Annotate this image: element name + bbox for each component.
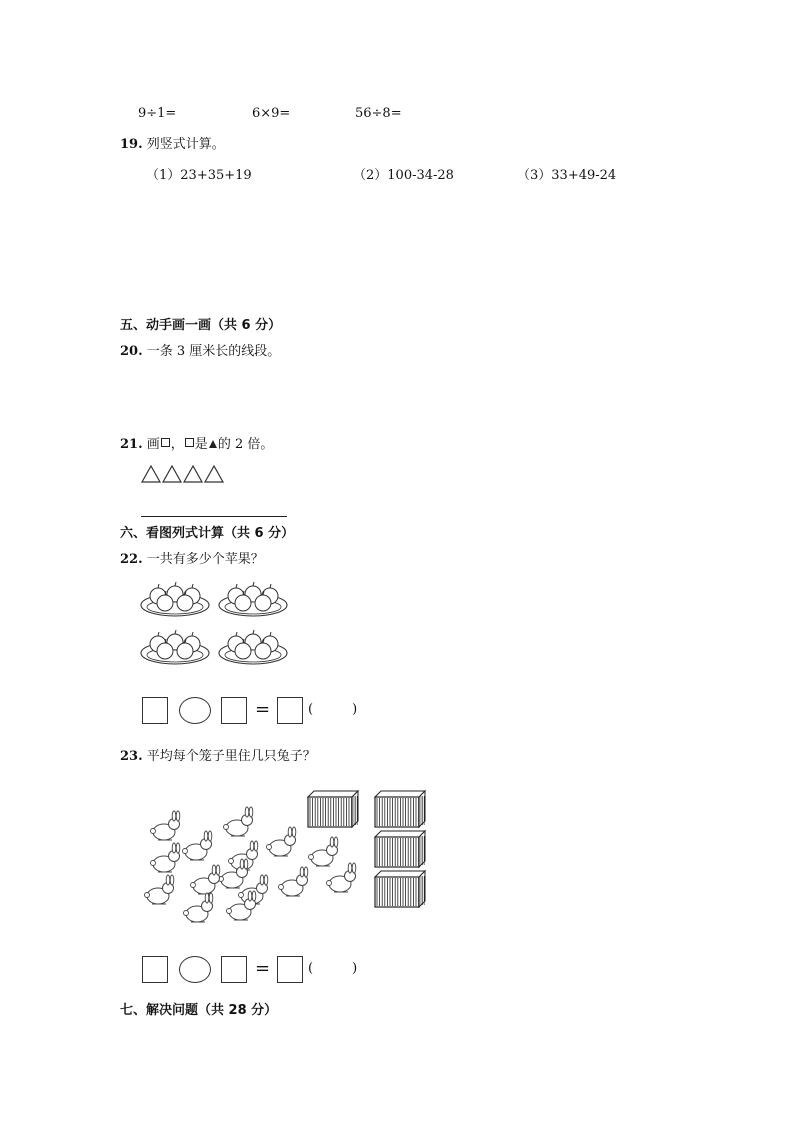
question-21 (120, 437, 273, 453)
question-number: 23. (120, 749, 143, 764)
small-square-icon (161, 438, 170, 447)
calc-56-div-8: 56÷8= (355, 106, 402, 121)
question-number: 19. (120, 137, 143, 152)
question-number: 21. (120, 437, 143, 452)
cage-icon (375, 831, 425, 867)
cage-icon (375, 871, 425, 907)
question-text-a: 画 (146, 437, 160, 452)
triangle-icon (205, 466, 223, 482)
question-20 (120, 344, 280, 360)
section-7-title: 七、解决问题（共 28 分） (120, 1003, 278, 1018)
unit-parentheses[interactable]: ( ) (308, 961, 358, 976)
q19-item-1: （1）23+35+19 (146, 168, 252, 183)
answer-box[interactable] (221, 956, 247, 983)
question-22 (120, 552, 264, 568)
triangle-icon (184, 466, 202, 482)
question-23 (120, 749, 316, 765)
cage-icon (308, 791, 358, 827)
question-19 (120, 137, 225, 153)
answer-box[interactable] (277, 956, 303, 983)
triangle-icon (163, 466, 181, 482)
calc-9-div-1: 9÷1= (138, 106, 177, 121)
answer-box[interactable] (142, 956, 168, 983)
equals-sign: = (255, 958, 271, 979)
calc-6-times-9: 6×9= (252, 106, 291, 121)
rabbit-icon (224, 807, 253, 836)
question-text: 列竖式计算。 (146, 137, 225, 152)
answer-box[interactable] (277, 697, 303, 724)
rabbit-icon (267, 827, 296, 856)
cage-icon (375, 791, 425, 827)
q19-item-2: （2）100-34-28 (353, 168, 454, 183)
rabbit-icon (151, 811, 180, 840)
question-text-c: 是 (194, 437, 208, 452)
question-number: 20. (120, 344, 143, 359)
answer-box[interactable] (142, 697, 168, 724)
section-5-title: 五、动手画一画（共 6 分） (120, 318, 282, 333)
apple-plate-icon (219, 582, 287, 616)
unit-parentheses[interactable]: ( ) (308, 702, 358, 717)
question-text: 一共有多少个苹果？ (146, 552, 264, 567)
rabbit-icon (145, 875, 174, 904)
apple-plates-figure (140, 583, 300, 673)
apple-plate-icon (219, 630, 287, 664)
apple-plate-icon (141, 582, 209, 616)
question-number: 22. (120, 552, 143, 567)
rabbit-icon (191, 865, 220, 894)
rabbit-icon (183, 831, 212, 860)
answer-box[interactable] (221, 697, 247, 724)
cages-figure (303, 787, 433, 912)
small-triangle-icon (209, 440, 217, 448)
question-text-b: ， (170, 437, 184, 452)
apple-plate-icon (141, 630, 209, 664)
operator-circle[interactable] (179, 956, 211, 983)
q19-item-3: （3）33+49-24 (517, 168, 617, 183)
question-text: 平均每个笼子里住几只兔子？ (146, 749, 316, 764)
small-square-icon (185, 438, 194, 447)
question-text-d: 的 2 倍。 (217, 437, 274, 452)
rabbit-icon (184, 893, 213, 922)
equals-sign: = (255, 699, 271, 720)
section-6-title: 六、看图列式计算（共 6 分） (120, 526, 295, 541)
answer-line (141, 516, 287, 517)
question-text: 一条 3 厘米长的线段。 (146, 344, 281, 359)
operator-circle[interactable] (179, 697, 211, 724)
triangle-icon (142, 466, 160, 482)
triangles-figure (140, 465, 230, 487)
rabbit-icon (151, 843, 180, 872)
